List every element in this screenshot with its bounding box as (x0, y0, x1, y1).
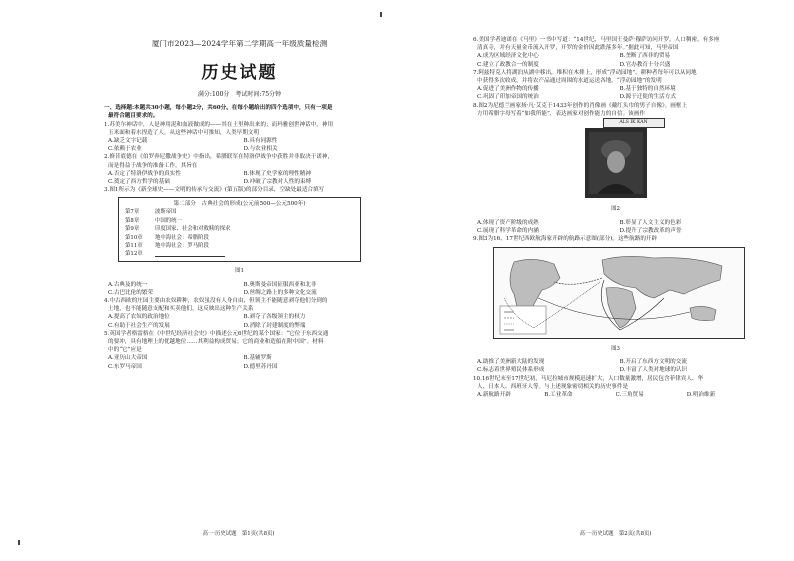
scan-mark (18, 540, 20, 545)
option-d: D.明治维新 (686, 392, 716, 399)
option-d: D.源于迁徙的生活方式 (619, 94, 676, 101)
question-stem: 中的“它”应是 (108, 347, 142, 354)
option-c: C.标志着世界殖民体系形成 (477, 367, 545, 374)
option-c: C.建立了政教合一的制度 (477, 61, 539, 68)
exam-title: 历史试题 (201, 63, 278, 84)
figure-caption: 图3 (611, 345, 620, 352)
question-3 (104, 186, 375, 297)
question-10 (473, 375, 758, 400)
option-b: B.开启了东西方文明的交流 (619, 359, 687, 366)
option-b: B.基辅罗斯 (243, 355, 272, 362)
option-c: C.巩固了印加帝国的统治 (477, 94, 539, 101)
page-footer: 高一·历史试题 第1页(共8页) (202, 531, 275, 537)
option-a: A.体现了资产阶级的成熟 (477, 219, 539, 226)
instructions-line: 最符合题目要求的。 (108, 113, 159, 120)
portrait-figure (583, 122, 649, 200)
map-image (494, 248, 744, 338)
question-stem: 玉米面和着水捏造了人。从这些神话中可推知，人类早期文明 (108, 129, 260, 136)
toc-row: 第12章 (125, 250, 354, 258)
scan-mark (380, 12, 382, 17)
question-stem: 而是得益于战争的准备工作。其旨在 (108, 162, 198, 169)
question-stem: 的要冲，具有地理上的优越地位……其利益构成贸易；它的商业和造船在附中国”。材料 (108, 339, 324, 346)
option-b: B.基于独特的自然环境 (619, 86, 676, 93)
question-stem: 9.图3为16、17世纪西欧航海家开辟的航路示意图(部分)。这些航路的开辟 (473, 236, 658, 243)
option-d: D.德里苏丹国 (243, 363, 278, 370)
option-c: C.东罗马帝国 (108, 363, 142, 370)
table-of-contents-figure (118, 197, 361, 261)
figure-caption: 图1 (235, 268, 244, 275)
option-c: C.依赖于农业 (108, 146, 142, 153)
option-c: C.古巴比伦的繁荣 (108, 289, 154, 296)
question-stem: 中获得多次收成，并将农产品通过周围的水道运送各地。“浮动园地”的发明 (477, 78, 662, 85)
question-stem: 8.图2为尼德兰画家扬·凡·艾克于1433年创作的肖像画《戴红头巾的男子自像》。画框上 (473, 102, 688, 109)
frame-inscription: ALS IK KAN (603, 118, 665, 128)
instructions-line: 一、选择题:本题共30小题，每小题2分，共60分。在每小题给出的四个选项中，只有一项是 (104, 105, 333, 112)
exam-page-2 (397, 0, 794, 561)
toc-heading: 第二部分 古典社会的形成(公元前500—公元500年) (173, 201, 306, 208)
question-stem: 10.16世纪末至17世纪初，马尼拉城市规模迅速扩大，人口数量激增，居民包含菲律宾人、华 (473, 375, 704, 382)
question-stem: 2.修昔底德在《伯罗奔尼撒战争史》中指出，希腊联军在特洛伊战争中获胜并非取决于诺神， (104, 154, 334, 161)
question-stem: 5.英国学者格雷格在《中世纪经济社会史》中描述公元6世纪的某个国家：“它位于东西交通 (104, 330, 329, 337)
exam-header: 厦门市2023—2024学年第二学期高一年级质量检测 (151, 40, 328, 48)
question-stem: 清真寺，并有天量金币流入开罗，开罗的金价因此跌落多年。”据此可知，马里帝国 (477, 45, 679, 52)
toc-row: 第8章 中国的统一 (125, 217, 182, 224)
option-d: D.丰富了人类对地球的认识 (619, 367, 688, 374)
option-b: B.垄断了西非的贸易 (619, 53, 671, 60)
question-stem: 4.中古西欧的庄园主要由农奴耕种，农奴虽没有人身自由，但领主不能随意剥夺他们分到的 (104, 298, 328, 305)
world-routes-map (493, 247, 745, 339)
question-stem: 方用希腊字母写着“如我所能”，表达画家对创作能力的自信。该画作 (477, 110, 645, 117)
question-7 (473, 69, 758, 102)
question-stem: 3.图1所示为《新全球史——文明的传承与交流》(第五版)的部分目录，空缺处最适合填写 (104, 187, 325, 194)
option-a: A.缺乏文字记载 (108, 138, 148, 145)
question-4 (104, 297, 375, 330)
option-c: C.奠定了西方哲学的基础 (108, 179, 170, 186)
question-stem: 6.美国学者迪诺在《马里》一书中写道：“14世纪，马里国王曼萨·穆萨访问开罗，人口稠密，有多座 (473, 37, 720, 43)
option-d: D.丝绸之路上的多种文化交流 (243, 289, 317, 296)
option-d: D.官办教育十分兴盛 (619, 61, 671, 68)
question-1 (104, 121, 375, 154)
toc-row: 第11章 地中海社会：罗马阶段 (125, 243, 209, 250)
question-8 (473, 102, 758, 236)
option-b: B.工业革命 (544, 392, 573, 399)
option-b: B.具有同源性 (243, 138, 278, 145)
option-a: A.助推了美洲新大陆的发现 (477, 359, 545, 366)
option-d: D.冲破了宗教对人性的束缚 (243, 179, 312, 186)
option-a: A.提高了农奴的政治地位 (108, 314, 170, 321)
option-b: B.剥夺了各级领主的权力 (243, 314, 306, 321)
figure-caption: 图2 (611, 206, 620, 213)
question-stem: 7.阿兹特克人将湖泊从湖中移出，堆积在木排上，形成“浮动园地”。耕种者每年可以从同地 (473, 69, 697, 76)
option-d: D.消除了封建制度的弊端 (243, 322, 306, 329)
question-2 (104, 153, 375, 186)
option-a: A.促进了美洲作物的传播 (477, 86, 539, 93)
toc-row: 第10章 地中海社会：希腊阶段 (125, 234, 209, 241)
option-a: A.亚历山大帝国 (108, 355, 148, 362)
toc-row: 第7章 波斯帝国 (125, 209, 177, 216)
toc-row: 第9章 印度国家、社会和对救赎的探求 (125, 226, 231, 233)
question-9 (473, 235, 758, 374)
question-stem: 人、日本人、西班牙人等。与上述现象密切相关的历史事件是 (477, 383, 629, 390)
option-c: C.三角贸易 (615, 392, 644, 399)
option-a: A.新航路开辟 (477, 392, 511, 399)
question-stem: 土地，也不能随意支配和买卖他们。这反映出这种生产关系 (108, 306, 254, 313)
option-b: B.彰显了人文主义的色彩 (619, 219, 682, 226)
option-b: B.奥斯曼帝国征服西亚和北非 (243, 281, 317, 288)
option-a: A.否定了特洛伊战争的真实性 (108, 170, 181, 177)
option-d: D.与农业相关 (243, 146, 278, 153)
option-b: B.体现了史学家的理性精神 (243, 170, 311, 177)
option-c: C.有助于社会生产的发展 (108, 322, 170, 329)
question-6 (473, 36, 758, 69)
option-a: A.成为区域经济文化中心 (477, 53, 539, 60)
page-footer: 高一·历史试题 第2页(共8页) (579, 531, 652, 537)
option-a: A.古典及的统一 (108, 281, 148, 288)
question-stem: 1.苏美尔神话中，人是神用泥和血液做成的——其在土里种出来的；而玛雅创世神话中，神用 (104, 121, 334, 128)
question-5 (104, 330, 375, 371)
option-c: C.展现了科学革命的内涵 (477, 228, 539, 235)
option-d: D.提升了宗教改革的声誉 (619, 228, 682, 235)
portrait-image (583, 122, 649, 200)
exam-meta: 满分:100分 考试时间:75分钟 (197, 91, 282, 99)
